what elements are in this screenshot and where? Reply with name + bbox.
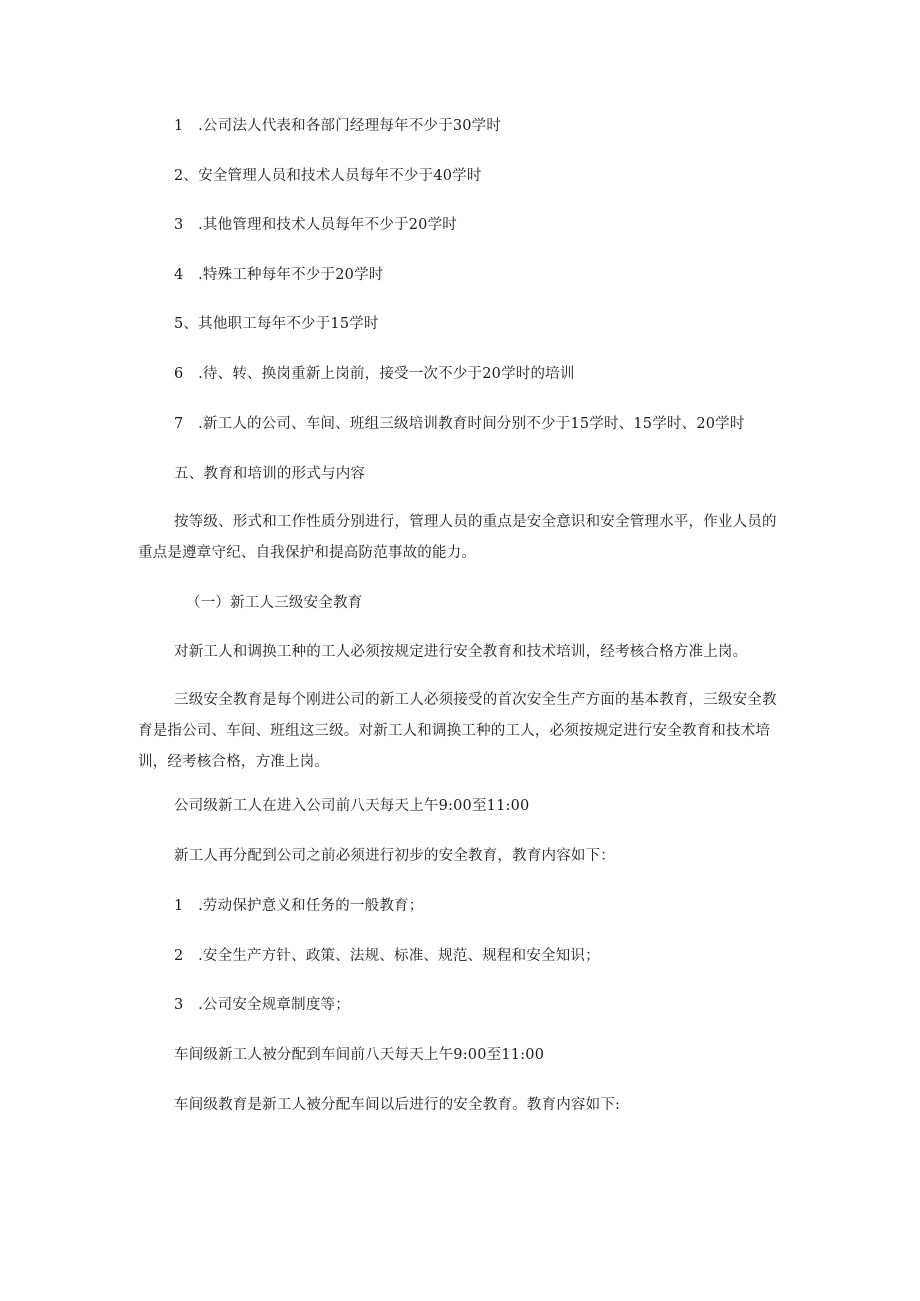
company-level-intro: 新工人再分配到公司之前必须进行初步的安全教育，教育内容如下： — [174, 848, 615, 864]
training-hours-item-4: 4 .特殊工种每年不少于20学时 — [174, 267, 384, 283]
company-content-item-2: 2 .安全生产方针、政策、法规、标准、规范、规程和安全知识； — [174, 948, 600, 964]
training-hours-item-3: 3 .其他管理和技术人员每年不少于20学时 — [174, 217, 457, 233]
workshop-level-intro: 车间级教育是新工人被分配车间以后进行的安全教育。教育内容如下: — [174, 1097, 621, 1113]
company-content-item-1: 1 .劳动保护意义和任务的一般教育； — [174, 898, 424, 914]
paragraph-new-worker-rule: 对新工人和调换工种的工人必须按规定进行安全教育和技术培训，经考核合格方准上岗。 — [174, 644, 748, 660]
training-hours-item-7: 7 .新工人的公司、车间、班组三级培训教育时间分别不少于15学时、15学时、20学时 — [174, 416, 745, 432]
section-heading-5: 五、教育和培训的形式与内容 — [174, 466, 366, 482]
training-hours-item-6: 6 .待、转、换岗重新上岗前，接受一次不少于20学时的培训 — [174, 366, 575, 382]
training-hours-item-2: 2、安全管理人员和技术人员每年不少于40学时 — [174, 168, 482, 184]
workshop-level-schedule: 车间级新工人被分配到车间前八天每天上午9:00至11:00 — [174, 1047, 545, 1063]
training-hours-item-1: 1 .公司法人代表和各部门经理每年不少于30学时 — [174, 118, 502, 134]
company-content-item-3: 3 .公司安全规章制度等； — [174, 997, 350, 1013]
subsection-heading-1: （一）新工人三级安全教育 — [186, 595, 363, 611]
company-level-schedule: 公司级新工人在进入公司前八天每天上午9:00至11:00 — [174, 798, 530, 814]
training-hours-item-5: 5、其他职工每年不少于15学时 — [174, 316, 379, 332]
paragraph-training-focus: 按等级、形式和工作性质分别进行，管理人员的重点是安全意识和安全管理水平，作业人员的重点是遵章守纪、自我保护和提高防范事故的能力。 — [138, 514, 777, 561]
paragraph-three-level-education: 三级安全教育是每个刚进公司的新工人必须接受的首次安全生产方面的基本教育，三级安全教育是指公司、车间、班组这三级。对新工人和调换工种的工人，必须按规定进行安全教育和技术培训，经考核合格，方准上岗。 — [138, 692, 777, 770]
